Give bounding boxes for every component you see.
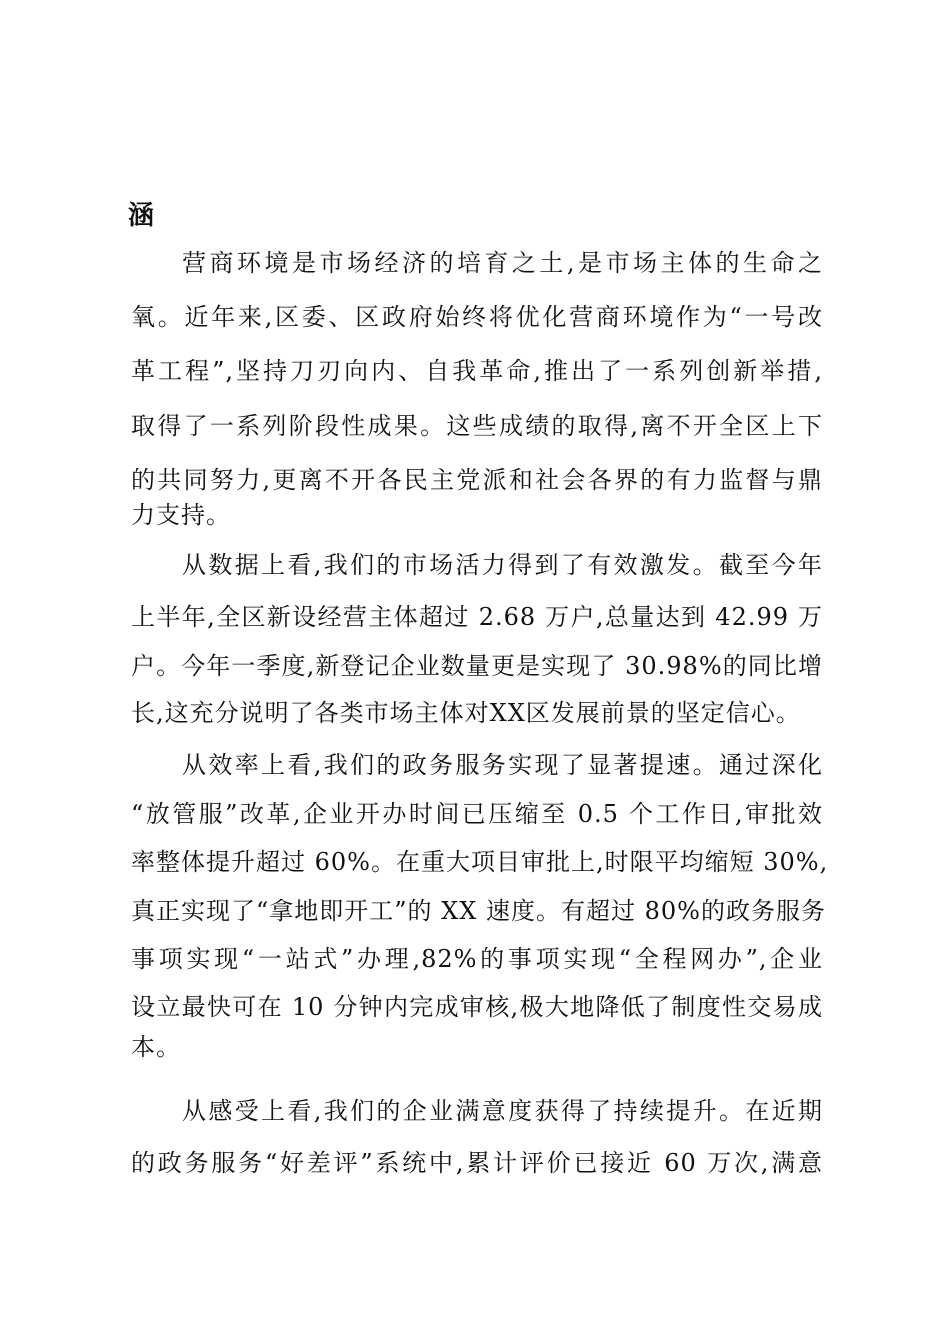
paragraph-4-line-2: 的政务服务“好差评”系统中,累计评价已接近 60 万次,满意 bbox=[131, 1149, 823, 1177]
paragraph-2-line-1: 从数据上看,我们的市场活力得到了有效激发。截至今年 bbox=[182, 551, 823, 579]
paragraph-1-line-1: 营商环境是市场经济的培育之土,是市场主体的生命之 bbox=[182, 249, 823, 277]
paragraph-3-line-1: 从效率上看,我们的政务服务实现了显著提速。通过深化 bbox=[182, 751, 823, 779]
paragraph-2-line-3: 户。今年一季度,新登记企业数量更是实现了 30.98%的同比增 bbox=[131, 652, 823, 680]
paragraph-3-line-2: “放管服”改革,企业开办时间已压缩至 0.5 个工作日,审批效 bbox=[131, 800, 823, 828]
section-heading-fragment: 涵 bbox=[128, 201, 155, 231]
paragraph-3-line-4: 真正实现了“拿地即开工”的 XX 速度。有超过 80%的政务服务 bbox=[131, 897, 826, 925]
paragraph-3-line-7: 本。 bbox=[131, 1033, 181, 1061]
paragraph-4-line-1: 从感受上看,我们的企业满意度获得了持续提升。在近期 bbox=[182, 1097, 823, 1125]
paragraph-2-line-4: 长,这充分说明了各类市场主体对XX区发展前景的坚定信心。 bbox=[131, 699, 801, 727]
paragraph-3-line-5: 事项实现“一站式”办理,82%的事项实现“全程网办”,企业 bbox=[131, 945, 823, 973]
paragraph-2-line-2: 上半年,全区新设经营主体超过 2.68 万户,总量达到 42.99 万 bbox=[131, 603, 823, 631]
paragraph-3-line-6: 设立最快可在 10 分钟内完成审核,极大地降低了制度性交易成 bbox=[131, 993, 823, 1021]
paragraph-1-line-5: 的共同努力,更离不开各民主党派和社会各界的有力监督与鼎 bbox=[131, 466, 823, 494]
paragraph-1-line-2: 氧。近年来,区委、区政府始终将优化营商环境作为“一号改 bbox=[131, 303, 823, 331]
paragraph-1-line-3: 革工程”,坚持刀刃向内、自我革命,推出了一系列创新举措, bbox=[131, 357, 823, 385]
paragraph-1-line-4: 取得了一系列阶段性成果。这些成绩的取得,离不开全区上下 bbox=[131, 412, 823, 440]
paragraph-1-line-6: 力支持。 bbox=[131, 501, 231, 529]
paragraph-3-line-3: 率整体提升超过 60%。在重大项目审批上,时限平均缩短 30%, bbox=[131, 848, 829, 876]
